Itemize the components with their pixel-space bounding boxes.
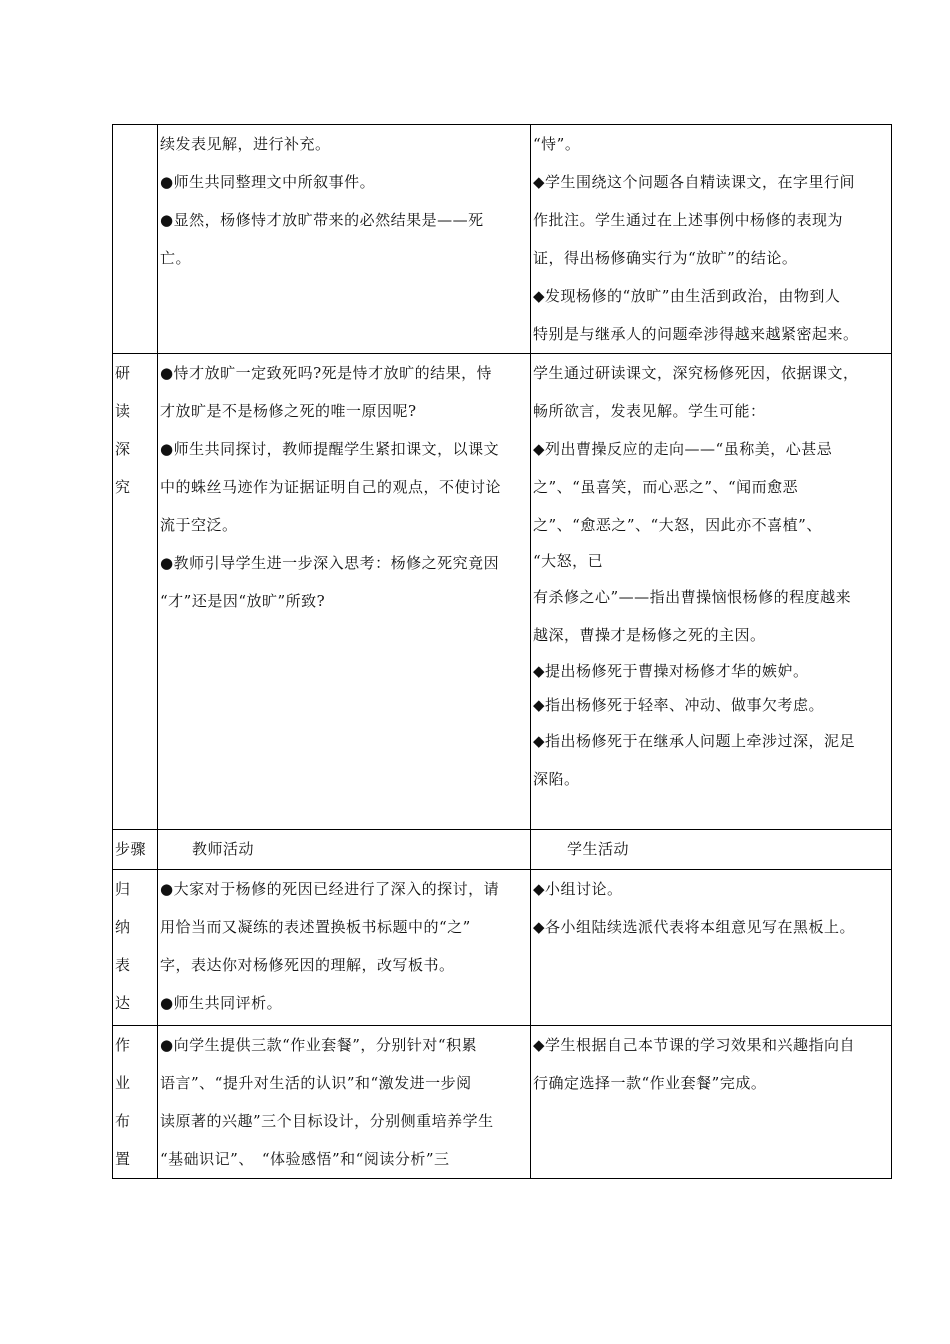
text-line: ●大家对于杨修的死因已经进行了深入的探讨，请: [160, 880, 500, 898]
text-line: “才”还是因“放旷”所致?: [160, 592, 326, 610]
text-line: 深陷。: [533, 770, 580, 788]
table-row: [113, 125, 892, 354]
text-line: 读原著的兴趣”三个目标设计，分别侧重培养学生: [160, 1112, 494, 1130]
text-line: 行确定选择一款“作业套餐”完成。: [533, 1074, 767, 1092]
step-char: 读: [115, 402, 131, 420]
step-char: 归: [115, 880, 131, 898]
text-line: ◆指出杨修死于轻率、冲动、做事欠考虑。: [533, 696, 825, 714]
text-line: 学生通过研读课文，深究杨修死因，依据课文，: [533, 364, 859, 382]
header-student-label: 学生活动: [567, 840, 630, 858]
text-line: ◆列出曹操反应的走向——“虽称美，心甚忌: [533, 440, 833, 458]
text-line: 作批注。学生通过在上述事例中杨修的表现为: [533, 211, 844, 229]
step-char: 纳: [115, 918, 131, 936]
student-activity-cell: [531, 354, 892, 830]
text-line: 续发表见解，进行补充。: [160, 135, 331, 153]
text-line: 特别是与继承人的问题牵涉得越来越紧密起来。: [533, 325, 859, 343]
text-line: ◆学生根据自己本节课的学习效果和兴趣指向自: [533, 1036, 856, 1054]
text-line: “基础识记”、 “体验感悟”和“阅读分析”三: [160, 1150, 450, 1168]
text-line: ◆发现杨修的“放旷”由生活到政治，由物到人: [533, 287, 841, 305]
text-line: ●向学生提供三款“作业套餐”，分别针对“积累: [160, 1036, 478, 1054]
step-char: 作: [115, 1036, 131, 1054]
text-line: 中的蛛丝马迹作为证据证明自己的观点，不使讨论: [160, 478, 502, 496]
step-char: 深: [115, 440, 131, 458]
text-line: 流于空泛。: [160, 516, 238, 534]
step-char: 达: [115, 994, 131, 1012]
text-line: “恃”。: [533, 135, 581, 153]
text-line: 有杀修之心”——指出曹操恼恨杨修的程度越来: [533, 588, 852, 606]
text-line: 之”、“虽喜笑，而心恶之”、“闻而愈恶: [533, 478, 799, 496]
step-cell: [113, 1026, 158, 1179]
teacher-activity-cell: [158, 1026, 531, 1179]
step-char: 置: [115, 1150, 131, 1168]
text-line: 字，表达你对杨修死因的理解，改写板书。: [160, 956, 455, 974]
teacher-activity-cell: [158, 870, 531, 1026]
text-line: 亡。: [160, 249, 192, 267]
text-line: 之”、“愈恶之”、“大怒，因此亦不喜植”、: [533, 516, 822, 534]
text-line: ●教师引导学生进一步深入思考：杨修之死究竟因: [160, 554, 500, 572]
text-line: 语言”、“提升对生活的认识”和“激发进一步阅: [160, 1074, 472, 1092]
text-line: 才放旷是不是杨修之死的唯一原因呢?: [160, 402, 417, 420]
step-cell: [113, 354, 158, 830]
step-cell: [113, 125, 158, 354]
text-line: 越深，曹操才是杨修之死的主因。: [533, 626, 766, 644]
table-header-row: [113, 830, 892, 870]
step-char: 研: [115, 364, 131, 382]
text-line: 证，得出杨修确实行为“放旷”的结论。: [533, 249, 798, 267]
student-activity-cell: [531, 1026, 892, 1179]
text-line: ●恃才放旷一定致死吗?死是恃才放旷的结果，恃: [160, 364, 493, 382]
text-line: 畅所欲言，发表见解。学生可能：: [533, 402, 766, 420]
header-teacher-label: 教师活动: [192, 840, 255, 858]
text-line: ●显然，杨修恃才放旷带来的必然结果是——死: [160, 211, 484, 229]
table-row: [113, 354, 892, 830]
step-char: 表: [115, 956, 131, 974]
text-line: ◆提出杨修死于曹操对杨修才华的嫉妒。: [533, 662, 809, 680]
header-teacher: [158, 830, 531, 870]
text-line: ◆指出杨修死于在继承人问题上牵涉过深，泥足: [533, 732, 856, 750]
text-line: 用恰当而又凝练的表述置换板书标题中的“之”: [160, 918, 471, 936]
header-step: 步骤: [113, 830, 158, 870]
step-char: 业: [115, 1074, 131, 1092]
text-line: ●师生共同探讨，教师提醒学生紧扣课文，以课文: [160, 440, 500, 458]
table-row: [113, 870, 892, 1026]
text-line: “大怒，已: [533, 552, 604, 570]
teacher-activity-cell: [158, 354, 531, 830]
text-line: ◆小组讨论。: [533, 880, 623, 898]
step-char: 究: [115, 478, 131, 496]
text-line: ◆各小组陆续选派代表将本组意见写在黑板上。: [533, 918, 856, 936]
student-activity-cell: [531, 870, 892, 1026]
student-activity-cell: [531, 125, 892, 354]
header-student: [531, 830, 892, 870]
table-row: [113, 1026, 892, 1179]
text-line: ◆学生围绕这个问题各自精读课文，在字里行间: [533, 173, 856, 191]
teacher-activity-cell: [158, 125, 531, 354]
text-line: ●师生共同评析。: [160, 994, 283, 1012]
step-cell: [113, 870, 158, 1026]
step-char: 布: [115, 1112, 131, 1130]
lesson-plan-table: [112, 124, 892, 1179]
text-line: ●师生共同整理文中所叙事件。: [160, 173, 376, 191]
